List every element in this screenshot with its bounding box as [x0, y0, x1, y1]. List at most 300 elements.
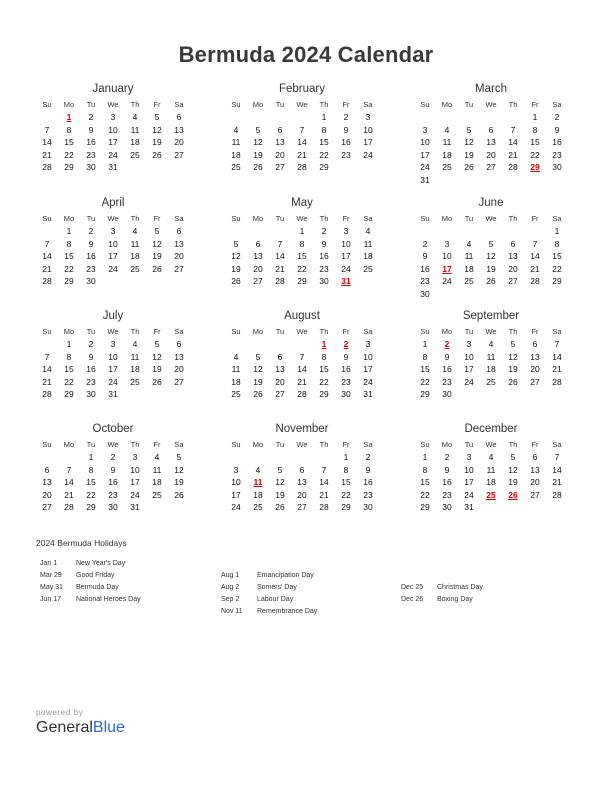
day-cell: 12 [508, 351, 518, 362]
weekday-label: We [485, 214, 497, 223]
empty-day-cell [313, 451, 335, 464]
empty-day-cell [436, 288, 458, 301]
empty-day-cell [458, 174, 480, 187]
weekday-label: Mo [63, 440, 75, 449]
holiday-item [221, 594, 317, 606]
empty-day-cell [291, 338, 313, 351]
day-cell: 21 [552, 364, 562, 375]
day-cell: 14 [552, 464, 562, 475]
day-cell: 21 [508, 149, 518, 160]
day-cell: 13 [253, 251, 263, 262]
empty-day-cell [269, 225, 291, 238]
week-row [225, 225, 379, 238]
day-cell: 17 [108, 251, 118, 262]
day-cell: 4 [466, 238, 472, 249]
weekday-label: Sa [552, 100, 562, 109]
weekday-label: Th [319, 100, 329, 109]
weekday-label: Tu [275, 440, 285, 449]
weekday-label: Su [420, 440, 430, 449]
day-cell: 7 [532, 238, 538, 249]
week-row [36, 501, 190, 514]
weekday-label: Tu [86, 440, 96, 449]
day-cell: 22 [420, 376, 430, 387]
day-cell: 6 [532, 339, 538, 349]
day-cell: 14 [552, 351, 562, 362]
day-cell: 14 [297, 364, 307, 375]
day-cell: 3 [444, 238, 450, 249]
day-cell: 15 [341, 477, 351, 488]
day-cell: 23 [363, 489, 373, 500]
weekday-label: We [485, 100, 497, 109]
day-cell: 7 [44, 351, 50, 362]
day-cell: 23 [86, 263, 96, 274]
day-cell: 19 [508, 364, 518, 375]
day-cell: 22 [64, 149, 74, 160]
day-cell: 27 [174, 263, 184, 274]
empty-day-cell [480, 501, 502, 514]
month-name: June [478, 197, 504, 209]
weekday-label: Tu [86, 214, 96, 223]
holiday-day-cell: 26 [508, 489, 518, 500]
week-row [225, 161, 379, 174]
day-cell: 26 [152, 376, 162, 387]
day-cell: 8 [66, 124, 72, 135]
day-cell: 11 [363, 238, 373, 249]
week-row [36, 111, 190, 124]
week-row [36, 351, 190, 364]
day-cell: 25 [130, 263, 140, 274]
day-cell: 21 [297, 149, 307, 160]
holiday-day-cell: 2 [444, 339, 450, 349]
day-cell: 22 [297, 263, 307, 274]
week-row [36, 275, 190, 288]
day-cell: 9 [343, 124, 349, 135]
day-cell: 9 [88, 351, 94, 362]
week-row [225, 250, 379, 263]
weekday-label: Sa [174, 214, 184, 223]
day-cell: 4 [233, 124, 239, 135]
day-cell: 13 [275, 364, 285, 375]
weekday-label: Fr [153, 327, 161, 336]
day-cell: 7 [554, 452, 560, 462]
day-cell: 18 [486, 364, 496, 375]
day-cell: 2 [321, 226, 327, 236]
weekday-label: We [296, 214, 308, 223]
day-cell: 23 [108, 489, 118, 500]
day-cell: 19 [253, 149, 263, 160]
day-cell: 17 [108, 364, 118, 375]
day-cell: 25 [130, 149, 140, 160]
weekday-label: Mo [63, 327, 75, 336]
day-cell: 29 [319, 389, 329, 400]
day-cell: 3 [466, 339, 472, 349]
day-cell: 5 [510, 452, 516, 462]
day-cell: 24 [363, 376, 373, 387]
day-cell: 9 [110, 464, 116, 475]
day-cell: 15 [420, 477, 430, 488]
day-cell: 20 [174, 364, 184, 375]
day-cell: 19 [231, 263, 241, 274]
day-cell: 4 [365, 226, 371, 236]
day-cell: 16 [442, 364, 452, 375]
weekday-label: Sa [552, 327, 562, 336]
day-cell: 16 [86, 364, 96, 375]
day-cell: 18 [486, 477, 496, 488]
day-cell: 3 [422, 124, 428, 135]
weekday-label: We [107, 100, 119, 109]
day-cell: 26 [253, 389, 263, 400]
day-cell: 28 [297, 389, 307, 400]
day-cell: 22 [341, 489, 351, 500]
weekday-label: Mo [63, 214, 75, 223]
weekday-label: Th [130, 440, 140, 449]
holiday-day-cell: 25 [486, 489, 496, 500]
day-cell: 1 [532, 112, 538, 122]
day-cell: 9 [343, 351, 349, 362]
day-cell: 17 [420, 149, 430, 160]
holiday-name: National Heroes Day [76, 596, 141, 603]
day-cell: 3 [110, 339, 116, 349]
day-cell: 20 [42, 489, 52, 500]
day-cell: 12 [231, 251, 241, 262]
weekday-label: Fr [531, 440, 539, 449]
weekday-label: Sa [363, 214, 373, 223]
holiday-day-cell: 31 [341, 276, 351, 287]
day-cell: 9 [321, 238, 327, 249]
day-cell: 2 [88, 112, 94, 122]
day-cell: 19 [152, 251, 162, 262]
weekday-label: Tu [86, 327, 96, 336]
day-cell: 21 [275, 263, 285, 274]
day-cell: 6 [277, 351, 283, 362]
day-cell: 18 [442, 149, 452, 160]
holiday-date: Jan 1 [40, 560, 58, 567]
holidays-title: 2024 Bermuda Holidays [36, 538, 127, 548]
day-cell: 9 [422, 251, 428, 262]
day-cell: 2 [422, 238, 428, 249]
empty-day-cell [436, 174, 458, 187]
weekday-header [36, 326, 190, 338]
week-row [225, 476, 379, 489]
day-cell: 2 [444, 452, 450, 462]
week-row [414, 149, 568, 162]
week-row [225, 489, 379, 502]
day-cell: 5 [277, 464, 283, 475]
day-cell: 27 [275, 389, 285, 400]
day-cell: 23 [420, 276, 430, 287]
weekday-label: Fr [342, 214, 350, 223]
month-april [36, 196, 190, 288]
week-row [414, 263, 568, 276]
week-row [225, 501, 379, 514]
powered-by-text: powered by [36, 708, 84, 717]
empty-day-cell [58, 451, 80, 464]
holiday-item [40, 594, 141, 606]
weekday-label: Th [130, 327, 140, 336]
day-cell: 2 [88, 226, 94, 236]
weekday-header [36, 99, 190, 111]
day-cell: 25 [253, 502, 263, 513]
day-cell: 12 [275, 477, 285, 488]
holiday-item [401, 594, 483, 606]
holiday-name: Labour Day [257, 596, 294, 603]
weekday-label: Mo [441, 214, 453, 223]
day-cell: 25 [231, 162, 241, 173]
day-cell: 16 [341, 364, 351, 375]
day-cell: 25 [130, 376, 140, 387]
empty-day-cell [36, 451, 58, 464]
holiday-item [40, 582, 141, 594]
weekday-label: We [107, 214, 119, 223]
holiday-date: Nov 11 [221, 608, 243, 615]
day-cell: 17 [231, 489, 241, 500]
weekday-label: Tu [275, 327, 285, 336]
day-cell: 15 [319, 137, 329, 148]
empty-day-cell [247, 338, 269, 351]
day-cell: 22 [530, 149, 540, 160]
week-row [225, 263, 379, 276]
weekday-label: Tu [464, 327, 474, 336]
day-cell: 7 [66, 464, 72, 475]
day-cell: 4 [154, 452, 160, 462]
day-cell: 7 [510, 124, 516, 135]
weekday-label: Sa [363, 327, 373, 336]
day-cell: 4 [132, 112, 138, 122]
day-cell: 20 [297, 489, 307, 500]
day-cell: 7 [277, 238, 283, 249]
empty-day-cell [357, 275, 379, 288]
holiday-date: Dec 25 [401, 584, 424, 591]
weekday-label: Th [508, 100, 518, 109]
holiday-name: Bermuda Day [76, 584, 119, 591]
day-cell: 27 [253, 276, 263, 287]
day-cell: 10 [442, 251, 452, 262]
day-cell: 23 [341, 376, 351, 387]
empty-day-cell [502, 388, 524, 401]
weekday-label: Th [508, 327, 518, 336]
holiday-column [401, 582, 483, 606]
day-cell: 22 [319, 376, 329, 387]
day-cell: 9 [444, 351, 450, 362]
day-cell: 8 [66, 238, 72, 249]
day-cell: 30 [108, 502, 118, 513]
day-cell: 30 [86, 162, 96, 173]
weekday-label: Mo [441, 440, 453, 449]
day-cell: 19 [152, 364, 162, 375]
day-cell: 3 [110, 226, 116, 236]
week-row [36, 489, 190, 502]
day-cell: 16 [86, 251, 96, 262]
week-row [414, 161, 568, 174]
day-cell: 31 [130, 502, 140, 513]
day-cell: 8 [422, 464, 428, 475]
month-october [36, 422, 190, 514]
day-cell: 29 [64, 389, 74, 400]
day-cell: 10 [108, 238, 118, 249]
day-cell: 17 [108, 137, 118, 148]
day-cell: 24 [341, 263, 351, 274]
empty-day-cell [502, 225, 524, 238]
day-cell: 5 [466, 124, 472, 135]
month-may [225, 196, 379, 288]
day-cell: 24 [108, 263, 118, 274]
day-cell: 27 [530, 376, 540, 387]
day-cell: 6 [510, 238, 516, 249]
day-cell: 6 [277, 124, 283, 135]
month-january [36, 82, 190, 174]
day-cell: 1 [321, 112, 327, 122]
holiday-day-cell: 1 [66, 112, 72, 122]
day-cell: 13 [275, 137, 285, 148]
holiday-item [401, 582, 483, 594]
day-cell: 14 [508, 137, 518, 148]
day-cell: 19 [486, 263, 496, 274]
empty-day-cell [335, 161, 357, 174]
day-cell: 28 [42, 389, 52, 400]
day-cell: 19 [253, 376, 263, 387]
weekday-label: Su [420, 327, 430, 336]
week-row [414, 501, 568, 514]
day-cell: 24 [130, 489, 140, 500]
day-cell: 2 [365, 452, 371, 462]
day-cell: 23 [86, 149, 96, 160]
weekday-label: Su [231, 100, 241, 109]
day-cell: 8 [321, 124, 327, 135]
day-cell: 12 [174, 464, 184, 475]
weekday-header [36, 439, 190, 451]
day-cell: 13 [508, 251, 518, 262]
weekday-header [414, 326, 568, 338]
holiday-item [221, 570, 317, 582]
day-cell: 3 [365, 339, 371, 349]
weekday-label: Fr [153, 440, 161, 449]
empty-day-cell [436, 111, 458, 124]
day-cell: 16 [552, 137, 562, 148]
week-row [36, 464, 190, 477]
empty-day-cell [247, 111, 269, 124]
day-cell: 11 [486, 464, 496, 475]
day-cell: 21 [319, 489, 329, 500]
day-cell: 5 [176, 452, 182, 462]
day-cell: 12 [152, 124, 162, 135]
day-cell: 29 [420, 389, 430, 400]
day-cell: 1 [343, 452, 349, 462]
day-cell: 30 [319, 276, 329, 287]
empty-day-cell [458, 111, 480, 124]
day-cell: 14 [42, 137, 52, 148]
month-march [414, 82, 568, 187]
month-name: November [275, 423, 329, 435]
week-row [414, 489, 568, 502]
day-cell: 18 [152, 477, 162, 488]
holiday-date: Aug 1 [221, 572, 240, 579]
empty-day-cell [524, 174, 546, 187]
day-cell: 20 [253, 263, 263, 274]
week-row [36, 136, 190, 149]
empty-day-cell [414, 111, 436, 124]
day-cell: 14 [275, 251, 285, 262]
month-august [225, 309, 379, 401]
weekday-header [225, 326, 379, 338]
day-cell: 10 [363, 351, 373, 362]
day-cell: 12 [464, 137, 474, 148]
day-cell: 19 [174, 477, 184, 488]
week-row [414, 476, 568, 489]
day-cell: 25 [231, 389, 241, 400]
day-cell: 20 [508, 263, 518, 274]
day-cell: 10 [464, 351, 474, 362]
day-cell: 31 [363, 389, 373, 400]
empty-day-cell [524, 288, 546, 301]
empty-day-cell [225, 225, 247, 238]
day-cell: 1 [88, 452, 94, 462]
empty-day-cell [546, 501, 568, 514]
day-cell: 18 [253, 489, 263, 500]
day-cell: 10 [341, 238, 351, 249]
weekday-label: Mo [441, 100, 453, 109]
weekday-label: We [296, 440, 308, 449]
day-cell: 13 [42, 477, 52, 488]
day-cell: 3 [365, 112, 371, 122]
empty-day-cell [225, 451, 247, 464]
weekday-label: Sa [363, 440, 373, 449]
day-cell: 2 [343, 112, 349, 122]
day-cell: 27 [42, 502, 52, 513]
day-cell: 26 [275, 502, 285, 513]
day-cell: 6 [532, 452, 538, 462]
day-cell: 5 [255, 351, 261, 362]
day-cell: 14 [319, 477, 329, 488]
day-cell: 3 [132, 452, 138, 462]
weekday-label: Th [130, 214, 140, 223]
day-cell: 11 [464, 251, 474, 262]
empty-day-cell [480, 288, 502, 301]
day-cell: 12 [508, 464, 518, 475]
empty-day-cell [168, 501, 190, 514]
week-row [36, 363, 190, 376]
day-cell: 29 [64, 162, 74, 173]
day-cell: 3 [466, 452, 472, 462]
week-row [36, 388, 190, 401]
empty-day-cell [502, 288, 524, 301]
weekday-label: Mo [441, 327, 453, 336]
empty-day-cell [146, 501, 168, 514]
day-cell: 5 [233, 238, 239, 249]
weekday-label: We [296, 100, 308, 109]
weekday-header [414, 439, 568, 451]
weekday-label: Su [42, 100, 52, 109]
day-cell: 5 [488, 238, 494, 249]
day-cell: 24 [464, 376, 474, 387]
weekday-label: Mo [252, 327, 264, 336]
day-cell: 8 [66, 351, 72, 362]
holiday-day-cell: 29 [530, 162, 540, 173]
week-row [225, 363, 379, 376]
empty-day-cell [546, 388, 568, 401]
day-cell: 24 [442, 276, 452, 287]
day-cell: 4 [488, 452, 494, 462]
holiday-item [40, 558, 141, 570]
day-cell: 5 [154, 112, 160, 122]
day-cell: 10 [108, 351, 118, 362]
week-row [414, 174, 568, 187]
empty-day-cell [458, 388, 480, 401]
week-row [225, 376, 379, 389]
day-cell: 7 [44, 238, 50, 249]
empty-day-cell [168, 161, 190, 174]
weekday-label: Su [231, 440, 241, 449]
week-row [414, 464, 568, 477]
